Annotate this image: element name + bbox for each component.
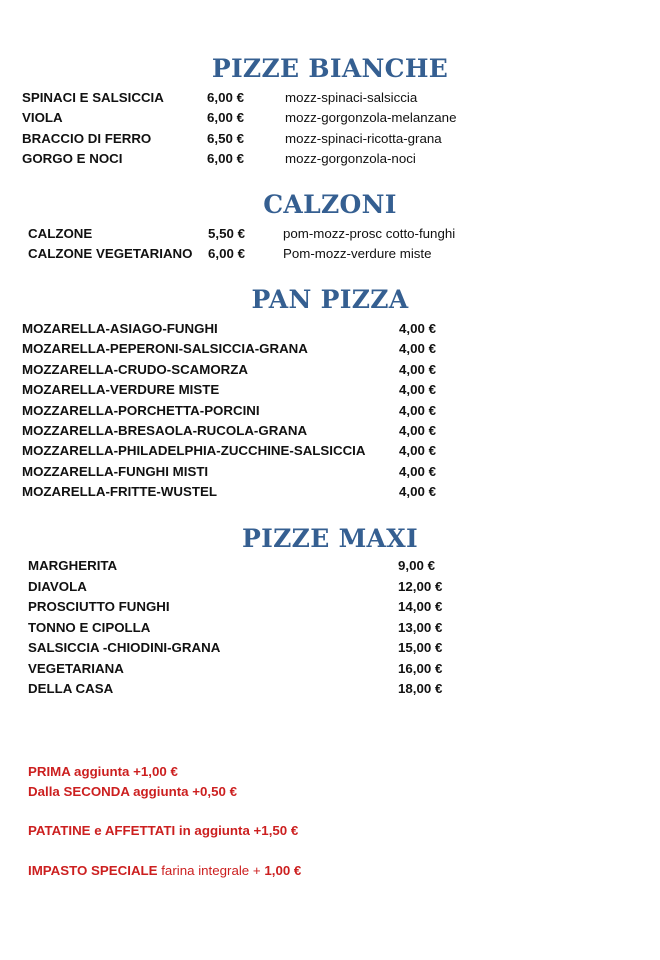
menu-item-row xyxy=(0,380,660,400)
item-price: 9,00 € xyxy=(398,558,435,573)
section-title-pizze-bianche: PIZZE BIANCHE xyxy=(211,54,449,83)
item-price: 4,00 € xyxy=(399,341,436,357)
menu-item-row xyxy=(0,441,660,461)
section-title-pan-pizza: PAN PIZZA xyxy=(251,285,409,314)
item-name: MARGHERITA xyxy=(28,558,118,573)
item-description: mozz-spinaci-ricotta-grana xyxy=(285,130,442,146)
menu-item-row xyxy=(0,482,660,502)
item-name: MOZARELLA-FRITTE-WUSTEL xyxy=(22,484,217,500)
item-description: mozz-spinaci-salsiccia xyxy=(285,90,418,105)
item-price: 4,00 € xyxy=(399,382,436,398)
item-name: MOZARELLA-ASIAGO-FUNGHI xyxy=(22,321,218,336)
item-price: 6,00 € xyxy=(207,150,244,166)
menu-item-row xyxy=(0,108,660,128)
menu-item-row xyxy=(0,577,660,597)
item-price: 18,00 € xyxy=(398,681,443,696)
menu-item-row xyxy=(0,659,660,679)
menu-item-row xyxy=(0,129,660,149)
item-name: PROSCIUTTO FUNGHI xyxy=(28,599,170,614)
section-title-pizze-maxi: PIZZE MAXI xyxy=(242,524,418,553)
item-name: DELLA CASA xyxy=(28,681,114,696)
item-name: SALSICCIA -CHIODINI-GRANA xyxy=(28,640,221,655)
item-description: mozz-gorgonzola-melanzane xyxy=(285,110,457,126)
note-patatine-affettati: PATATINE e AFFETTATI in aggiunta +1,50 € xyxy=(28,823,299,838)
item-price: 4,00 € xyxy=(399,423,436,438)
item-name: CALZONE xyxy=(28,226,93,241)
item-description: Pom-mozz-verdure miste xyxy=(283,246,432,261)
item-name: MOZZARELLA-BRESAOLA-RUCOLA-GRANA xyxy=(22,423,308,438)
menu-item-row xyxy=(0,556,660,576)
impasto-label: IMPASTO SPECIALE xyxy=(28,863,158,878)
item-price: 12,00 € xyxy=(398,578,443,594)
menu-item-row xyxy=(0,224,660,244)
item-name: VEGETARIANA xyxy=(28,660,124,676)
note-impasto-speciale xyxy=(28,861,301,881)
menu-item-row xyxy=(0,360,660,380)
item-price: 4,00 € xyxy=(399,484,436,500)
menu-item-row xyxy=(0,88,660,108)
item-name: GORGO E NOCI xyxy=(22,150,123,166)
item-price: 4,00 € xyxy=(399,361,436,377)
item-name: BRACCIO DI FERRO xyxy=(22,130,152,146)
menu-item-row xyxy=(0,149,660,169)
item-description: pom-mozz-prosc cotto-funghi xyxy=(283,226,456,241)
item-name: CALZONE VEGETARIANO xyxy=(28,246,193,261)
item-name: SPINACI E SALSICCIA xyxy=(22,90,164,105)
item-description: mozz-gorgonzola-noci xyxy=(285,150,416,166)
item-price: 6,00 € xyxy=(207,110,244,126)
item-price: 16,00 € xyxy=(398,660,443,676)
item-name: DIAVOLA xyxy=(28,578,87,594)
menu-item-row xyxy=(0,319,660,339)
impasto-price: 1,00 € xyxy=(264,863,302,878)
item-price: 15,00 € xyxy=(398,640,443,655)
item-name: MOZZARELLA-FUNGHI MISTI xyxy=(22,463,209,479)
item-price: 6,50 € xyxy=(207,130,244,146)
note-seconda-aggiunta: Dalla SECONDA aggiunta +0,50 € xyxy=(28,784,237,799)
menu-item-row xyxy=(0,401,660,421)
menu-item-row xyxy=(0,244,660,264)
menu-item-row xyxy=(0,597,660,617)
menu-item-row xyxy=(0,462,660,482)
menu-item-row xyxy=(0,339,660,359)
item-name: MOZARELLA-VERDURE MISTE xyxy=(22,382,220,398)
menu-item-row xyxy=(0,421,660,441)
item-name: MOZZARELLA-PORCHETTA-PORCINI xyxy=(22,402,260,418)
item-price: 13,00 € xyxy=(398,619,443,635)
menu-item-row xyxy=(0,679,660,699)
item-price: 5,50 € xyxy=(208,226,245,241)
menu-item-row xyxy=(0,618,660,638)
item-price: 4,00 € xyxy=(399,463,436,479)
item-price: 6,00 € xyxy=(208,246,245,261)
item-name: MOZZARELLA-PHILADELPHIA-ZUCCHINE-SALSICCIA xyxy=(22,443,366,459)
item-price: 14,00 € xyxy=(398,599,443,614)
item-price: 4,00 € xyxy=(399,443,436,459)
item-name: MOZARELLA-PEPERONI-SALSICCIA-GRANA xyxy=(22,341,308,357)
item-name: MOZZARELLA-CRUDO-SCAMORZA xyxy=(22,361,249,377)
section-title-calzoni: CALZONI xyxy=(263,190,397,219)
item-price: 4,00 € xyxy=(399,321,436,336)
item-name: VIOLA xyxy=(22,110,63,126)
menu-item-row xyxy=(0,638,660,658)
note-prima-aggiunta: PRIMA aggiunta +1,00 € xyxy=(28,764,178,779)
impasto-desc: farina integrale + xyxy=(157,863,265,878)
item-price: 6,00 € xyxy=(207,90,244,105)
item-name: TONNO E CIPOLLA xyxy=(28,619,151,635)
item-price: 4,00 € xyxy=(399,402,436,418)
